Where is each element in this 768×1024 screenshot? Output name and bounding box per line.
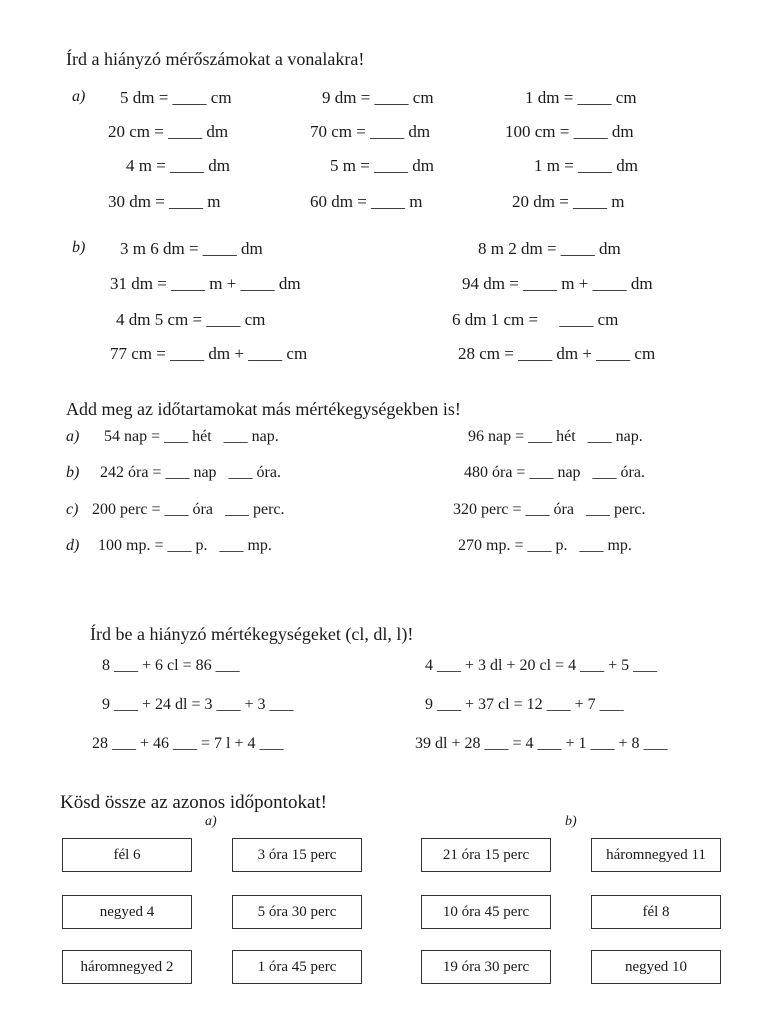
exercise-item: 4 ___ + 3 dl + 20 cl = 4 ___ + 5 ___ — [425, 657, 658, 674]
time-box[interactable]: háromnegyed 2 — [62, 950, 192, 984]
section1-title: Írd a hiányzó mérőszámokat a vonalakra! — [66, 49, 365, 69]
row-label: a) — [66, 428, 80, 445]
section4-b-label: b) — [565, 814, 577, 829]
exercise-item: 1 dm = ____ cm — [525, 88, 637, 107]
time-box[interactable]: 3 óra 15 perc — [232, 838, 362, 872]
exercise-item: 320 perc = ___ óra ___ perc. — [453, 501, 646, 518]
exercise-item: 20 cm = ____ dm — [108, 122, 229, 141]
exercise-item: 100 cm = ____ dm — [505, 122, 634, 141]
section4-title: Kösd össze az azonos időpontokat! — [60, 792, 327, 813]
exercise-item: 6 dm 1 cm = ____ cm — [452, 310, 619, 329]
time-box[interactable]: fél 8 — [591, 895, 721, 929]
exercise-item: 3 m 6 dm = ____ dm — [120, 239, 263, 258]
time-box[interactable]: 5 óra 30 perc — [232, 895, 362, 929]
exercise-item: 1 m = ____ dm — [534, 156, 639, 175]
exercise-item: 200 perc = ___ óra ___ perc. — [92, 501, 285, 518]
row-label: b) — [66, 464, 80, 481]
time-box[interactable]: 19 óra 30 perc — [421, 950, 551, 984]
exercise-item: 242 óra = ___ nap ___ óra. — [100, 464, 281, 481]
exercise-item: 9 ___ + 37 cl = 12 ___ + 7 ___ — [425, 696, 624, 713]
time-box[interactable]: háromnegyed 11 — [591, 838, 721, 872]
time-box[interactable]: 10 óra 45 perc — [421, 895, 551, 929]
exercise-item: 30 dm = ____ m — [108, 192, 221, 211]
exercise-item: 9 ___ + 24 dl = 3 ___ + 3 ___ — [102, 696, 294, 713]
exercise-item: 5 dm = ____ cm — [120, 88, 232, 107]
exercise-item: 480 óra = ___ nap ___ óra. — [464, 464, 645, 481]
time-box[interactable]: negyed 4 — [62, 895, 192, 929]
exercise-item: 60 dm = ____ m — [310, 192, 423, 211]
exercise-item: 70 cm = ____ dm — [310, 122, 431, 141]
exercise-item: 31 dm = ____ m + ____ dm — [110, 274, 301, 293]
exercise-item: 77 cm = ____ dm + ____ cm — [110, 344, 308, 363]
time-box[interactable]: fél 6 — [62, 838, 192, 872]
time-box[interactable]: 21 óra 15 perc — [421, 838, 551, 872]
exercise-item: 8 ___ + 6 cl = 86 ___ — [102, 657, 240, 674]
exercise-item: 96 nap = ___ hét ___ nap. — [468, 428, 643, 445]
section1-b-label: b) — [72, 239, 86, 256]
exercise-item: 28 ___ + 46 ___ = 7 l + 4 ___ — [92, 735, 284, 752]
exercise-item: 100 mp. = ___ p. ___ mp. — [98, 537, 272, 554]
exercise-item: 20 dm = ____ m — [512, 192, 625, 211]
section3-title: Írd be a hiányzó mértékegységeket (cl, dl, l)! — [90, 624, 414, 644]
exercise-item: 270 mp. = ___ p. ___ mp. — [458, 537, 632, 554]
section1-a-label: a) — [72, 88, 86, 105]
time-box[interactable]: 1 óra 45 perc — [232, 950, 362, 984]
exercise-item: 4 dm 5 cm = ____ cm — [116, 310, 266, 329]
exercise-item: 39 dl + 28 ___ = 4 ___ + 1 ___ + 8 ___ — [415, 735, 668, 752]
exercise-item: 94 dm = ____ m + ____ dm — [462, 274, 653, 293]
row-label: c) — [66, 501, 79, 518]
exercise-item: 4 m = ____ dm — [126, 156, 231, 175]
exercise-item: 9 dm = ____ cm — [322, 88, 434, 107]
exercise-item: 5 m = ____ dm — [330, 156, 435, 175]
time-box[interactable]: negyed 10 — [591, 950, 721, 984]
row-label: d) — [66, 537, 80, 554]
section4-a-label: a) — [205, 814, 217, 829]
section2-title: Add meg az időtartamokat más mértékegységekben is! — [66, 399, 461, 419]
exercise-item: 54 nap = ___ hét ___ nap. — [104, 428, 279, 445]
exercise-item: 28 cm = ____ dm + ____ cm — [458, 344, 656, 363]
exercise-item: 8 m 2 dm = ____ dm — [478, 239, 621, 258]
